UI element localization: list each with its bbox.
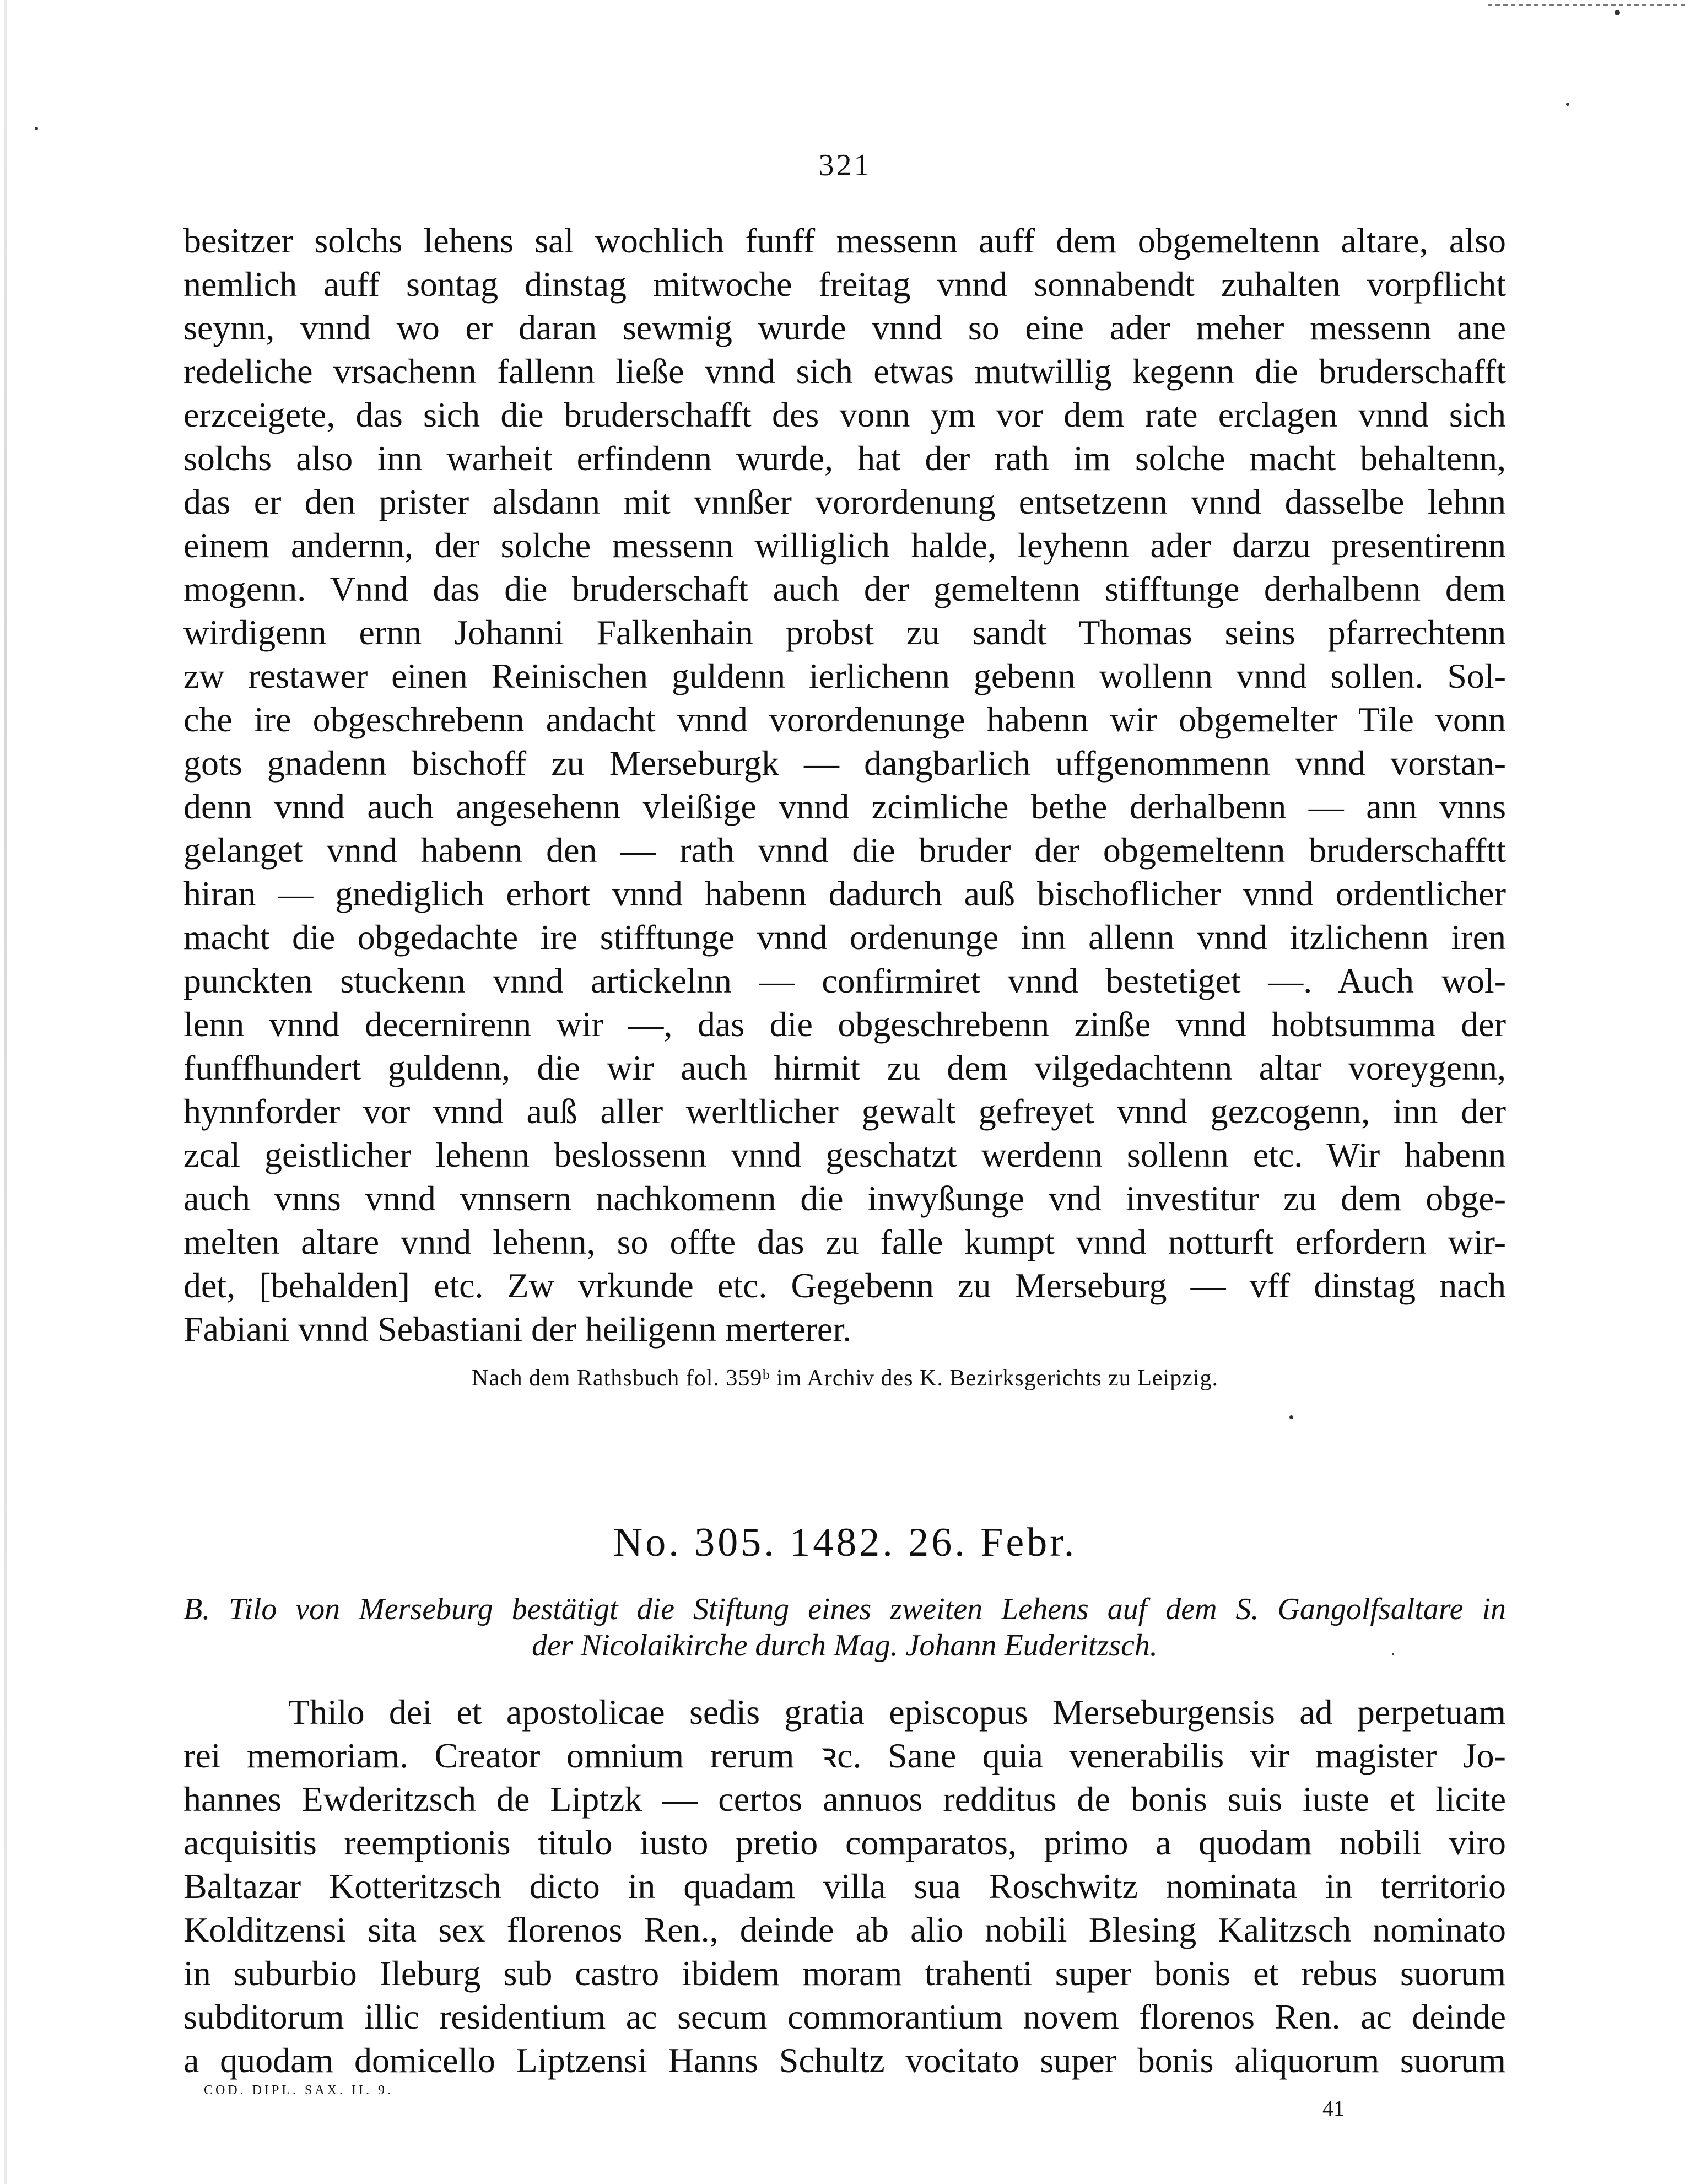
source-note: Nach dem Rathsbuch fol. 359ᵇ im Archiv des K. Bezirksgerichts zu Leipzig.	[471, 1366, 1219, 1391]
text-line: Thilo dei et apostolicae sedis gratia episcopus Merseburgensis ad perpetuam	[288, 1692, 1506, 1732]
text-line: nemlich auff sontag dinstag mitwoche freitag vnnd sonnabendt zuhalten vorpflicht	[183, 265, 1506, 304]
text-line: acquisitis reemptionis titulo iusto pretio comparatos, primo a quodam nobili viro	[183, 1823, 1506, 1862]
text-line: melten altare vnnd lehenn, so offte das zu falle kumpt vnnd notturft erfordern wir-	[183, 1222, 1506, 1261]
text-line: solchs also inn warheit erfindenn wurde, hat der rath im solche macht behaltenn,	[183, 439, 1506, 478]
text-line: redeliche vrsachenn fallenn ließe vnnd sich etwas mutwillig kegenn die bruderschafft	[183, 352, 1506, 391]
text-line: punckten stuckenn vnnd artickelnn — confirmiret vnnd bestetiget —. Auch wol-	[183, 961, 1506, 1000]
text-line: denn vnnd auch angesehenn vleißige vnnd zcimliche bethe derhalbenn — ann vnns	[183, 787, 1506, 826]
text-line: hannes Ewderitzsch de Liptzk — certos annuos redditus de bonis suis iuste et licite	[183, 1779, 1506, 1819]
text-line: gots gnadenn bischoff zu Merseburgk — dangbarlich uffgenommenn vnnd vorstan-	[183, 743, 1506, 783]
scan-speck	[1289, 1415, 1293, 1419]
scan-speck	[1615, 10, 1620, 15]
text-line: Kolditzensi sita sex florenos Ren., deinde ab alio nobili Blesing Kalitzsch nominato	[183, 1910, 1506, 1949]
text-line: subditorum illic residentium ac secum commorantium novem florenos Ren. ac deinde	[183, 1997, 1506, 2036]
page-number: 321	[818, 148, 872, 182]
scan-speck	[1566, 103, 1569, 106]
text-line: hynnforder vor vnnd auß aller werltlicher gewalt gefreyet vnnd gezcogenn, inn der	[183, 1092, 1506, 1131]
charter-text-latin	[183, 1690, 1506, 2082]
text-line: hiran — gnediglich erhort vnnd habenn dadurch auß bischoflicher vnnd ordentlicher	[183, 874, 1506, 913]
text-line: einem andernn, der solche messenn williglich halde, leyhenn ader darzu presentirenn	[183, 526, 1506, 565]
scan-top-line	[1488, 4, 1686, 6]
text-line: gelanget vnnd habenn den — rath vnnd die bruder der obgemeltenn bruderschafftt	[183, 831, 1506, 870]
summary-line: der Nicolaikirche durch Mag. Johann Euderitzsch.	[532, 1628, 1158, 1663]
scan-edge-shadow	[4, 0, 7, 2184]
text-line: Fabiani vnnd Sebastiani der heiligenn merterer.	[183, 1309, 852, 1349]
charter-text-continuation	[183, 219, 1506, 1351]
document-heading: No. 305. 1482. 26. Febr.	[613, 1520, 1077, 1565]
text-line: mogenn. Vnnd das die bruderschaft auch der gemeltenn stifftunge derhalbenn dem	[183, 569, 1506, 608]
text-line: zcal geistlicher lehenn beslossenn vnnd geschatzt werdenn sollenn etc. Wir habenn	[183, 1135, 1506, 1174]
text-line: che ire obgeschrebenn andacht vnnd vorordenunge habenn wir obgemelter Tile vonn	[183, 700, 1506, 739]
text-line: rei memoriam. Creator omnium rerum ꝛc. Sane quia venerabilis vir magister Jo-	[183, 1736, 1506, 1775]
scan-speck	[35, 127, 38, 130]
text-line: Baltazar Kotteritzsch dicto in quadam villa sua Roschwitz nominata in territorio	[183, 1867, 1506, 1906]
text-line: auch vnns vnnd vnnsern nachkomenn die inwyßunge vnd investitur zu dem obge-	[183, 1179, 1506, 1218]
text-line: erzceigete, das sich die bruderschafft des vonn ym vor dem rate erclagen vnnd sich	[183, 395, 1506, 434]
text-line: a quodam domicello Liptzensi Hanns Schultz vocitato super bonis aliquorum suorum	[183, 2041, 1506, 2080]
text-line: wirdigenn ernn Johanni Falkenhain probst zu sandt Thomas seins pfarrechtenn	[183, 613, 1506, 652]
footer-sheet-number: 41	[1322, 2096, 1345, 2121]
text-line: funffhundert guldenn, die wir auch hirmit zu dem vilgedachtenn altar voreygenn,	[183, 1048, 1506, 1087]
text-line: das er den prister alsdann mit vnnßer vorordenung entsetzenn vnnd dasselbe lehnn	[183, 482, 1506, 521]
text-line: lenn vnnd decernirenn wir —, das die obgeschrebenn zinße vnnd hobtsumma der	[183, 1005, 1506, 1044]
document-summary	[183, 1591, 1506, 1664]
text-line: seynn, vnnd wo er daran sewmig wurde vnnd so eine ader meher messenn ane	[183, 308, 1506, 347]
summary-line: B. Tilo von Merseburg bestätigt die Stiftung eines zweiten Lehens auf dem S. Gangolfsaltare in	[183, 1592, 1506, 1626]
text-line: det, [behalden] etc. Zw vrkunde etc. Gegebenn zu Merseburg — vff dinstag nach	[183, 1266, 1506, 1305]
text-line: macht die obgedachte ire stifftunge vnnd ordenunge inn allenn vnnd itzlichenn iren	[183, 918, 1506, 957]
text-line: besitzer solchs lehens sal wochlich funff messenn auff dem obgemeltenn altare, also	[183, 221, 1506, 260]
text-line: zw restawer einen Reinischen guldenn ierlichenn gebenn wollenn vnnd sollen. Sol-	[183, 656, 1506, 695]
footer-signature: COD. DIPL. SAX. II. 9.	[204, 2083, 393, 2097]
text-line: in suburbio Ileburg sub castro ibidem moram trahenti super bonis et rebus suorum	[183, 1954, 1506, 1993]
